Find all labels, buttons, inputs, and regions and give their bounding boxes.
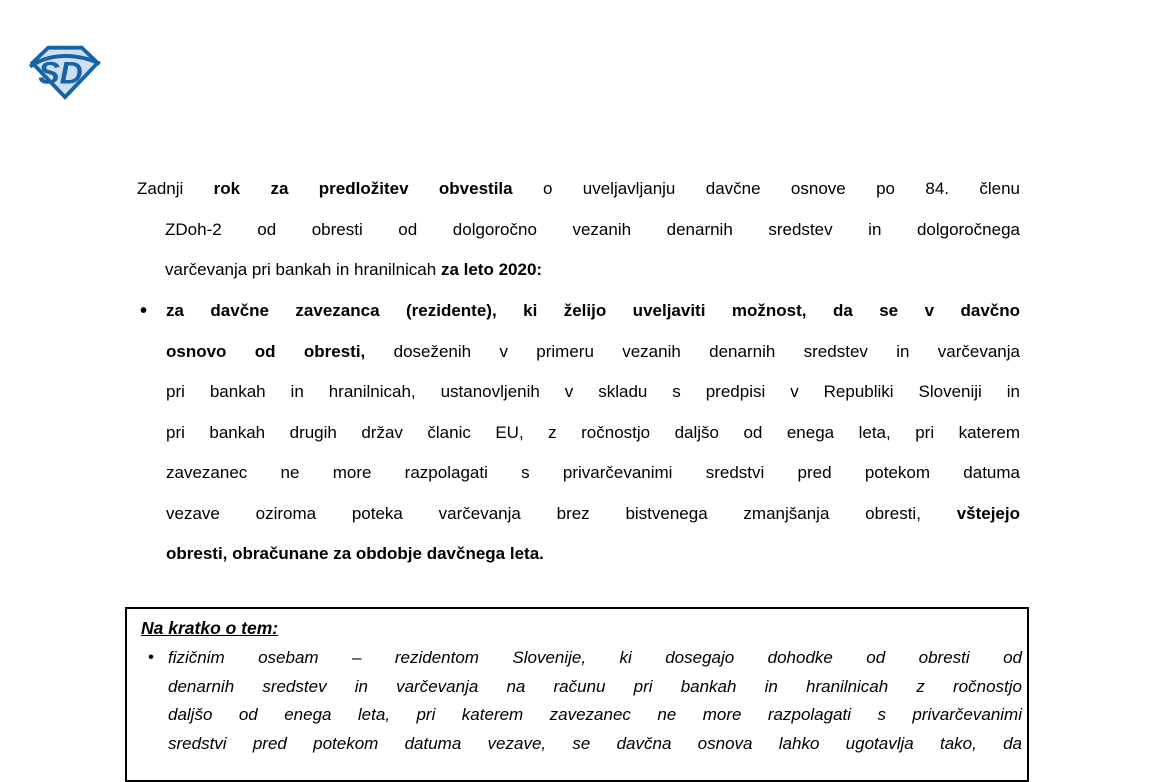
text-run: varčevanja pri bankah in hranilnicah — [165, 260, 441, 279]
text-run: pri bankah in hranilnicah, ustanovljenih v skladu s predpisi v Republiki Sloveniji in — [166, 382, 1020, 401]
text-line — [168, 701, 1022, 730]
paragraph-deadline — [137, 169, 1020, 291]
text-line — [166, 372, 1020, 413]
text-line — [165, 210, 1020, 251]
bullet-item-residents — [140, 291, 1020, 575]
text-run: fizičnim osebam – rezidentom Slovenije, ki dosegajo dohodke od obresti od — [168, 648, 1022, 667]
paragraph-summary — [168, 644, 1022, 758]
text-line — [166, 332, 1020, 373]
bold-text-run: vštejejo — [956, 503, 1020, 523]
text-run: zavezanec ne more razpolagati s privarčevanimi sredstvi pred potekom datuma — [166, 463, 1020, 482]
text-run: ZDoh-2 od obresti od dolgoročno vezanih denarnih sredstev in dolgoročnega — [165, 219, 1020, 239]
text-line — [137, 169, 1020, 210]
text-line — [166, 494, 1020, 535]
sd-diamond-logo — [27, 43, 103, 101]
bold-text-run: za davčne zavezanca (rezidente), ki želijo uveljaviti možnost, da se v davčno — [166, 301, 1020, 320]
bullet-icon: • — [140, 300, 148, 322]
text-run: pri bankah drugih držav članic EU, z ročnostjo daljšo od enega leta, pri katerem — [166, 422, 1020, 442]
summary-box — [125, 607, 1029, 782]
text-run: denarnih sredstev in varčevanja na računu pri bankah in hranilnicah z ročnostjo — [168, 676, 1022, 696]
text-line — [166, 291, 1020, 332]
text-line — [166, 453, 1020, 494]
bold-text-run: obresti, obračunane za obdobje davčnega leta. — [166, 544, 544, 563]
sd-diamond-logo-icon — [27, 43, 103, 101]
text-run: daljšo od enega leta, pri katerem zavezanec ne more razpolagati s privarčevanimi — [168, 705, 1022, 725]
bold-text-run: za leto 2020: — [440, 260, 543, 279]
text-line — [165, 250, 1020, 291]
bullet-icon: • — [148, 649, 154, 666]
text-line — [168, 644, 1022, 673]
paragraph-residents — [166, 291, 1020, 575]
text-run: Zadnji — [137, 179, 214, 198]
bullet-item-summary — [148, 644, 1022, 758]
text-run: o uveljavljanju davčne osnove po 84. členu — [512, 179, 1020, 198]
bold-text-run: rok za predložitev obvestila — [213, 179, 513, 198]
text-line — [168, 730, 1022, 759]
bold-text-run: osnovo od obresti, — [166, 341, 366, 361]
summary-heading: Na kratko o tem: — [141, 618, 279, 638]
text-run: doseženih v primeru vezanih denarnih sredstev in varčevanja — [365, 341, 1020, 361]
logo-letters: SD — [38, 54, 83, 91]
text-line — [168, 673, 1022, 702]
text-line — [166, 413, 1020, 454]
text-run: sredstvi pred potekom datuma vezave, se davčna osnova lahko ugotavlja tako, da — [168, 733, 1022, 753]
text-run: vezave oziroma poteka varčevanja brez bistvenega zmanjšanja obresti, — [166, 503, 957, 523]
text-line — [166, 534, 1020, 575]
